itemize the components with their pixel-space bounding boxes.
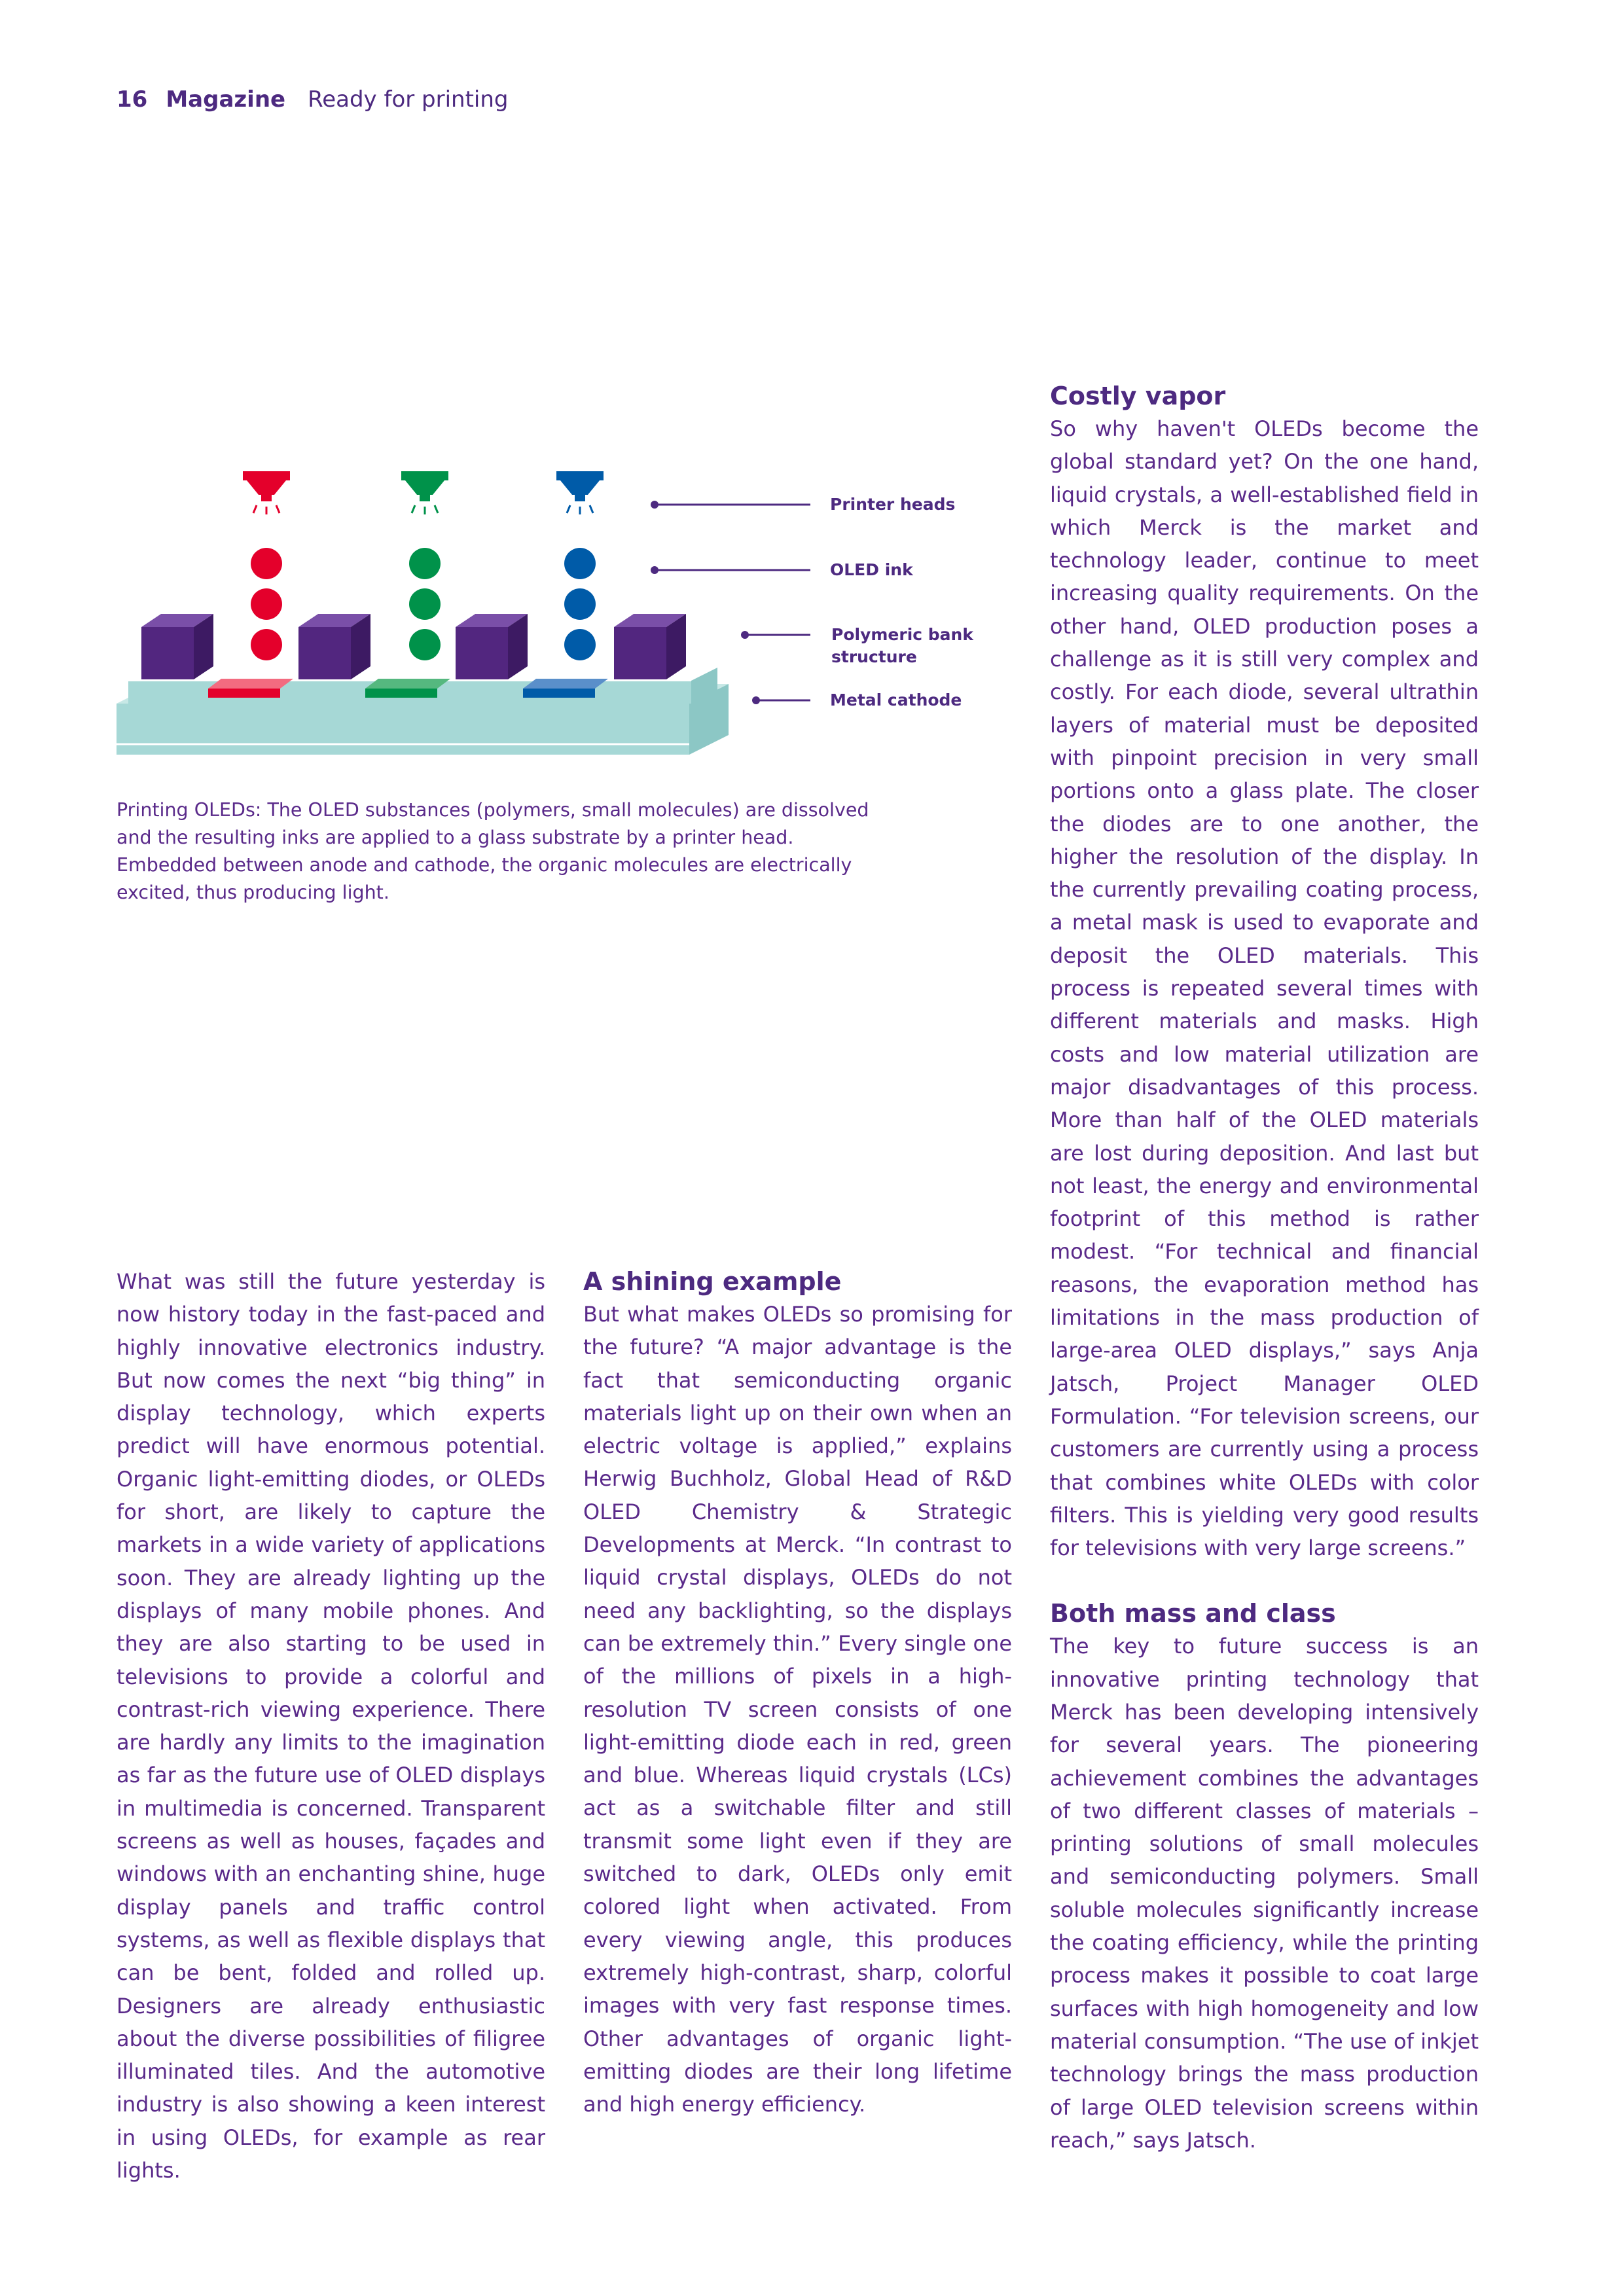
oled-printing-diagram (117, 458, 981, 772)
polymeric-bank (298, 614, 370, 679)
printer-head-blue (556, 471, 604, 660)
article-column-1 (117, 1265, 545, 2187)
printer-head-red (243, 471, 290, 660)
page-header (117, 86, 509, 113)
label-printer-heads: Printer heads (830, 495, 956, 514)
page-number: 16 (117, 86, 148, 113)
label-polymeric-bank: Polymeric bank (831, 625, 973, 644)
section-subtitle: Ready for printing (308, 86, 509, 113)
body-paragraph: What was still the future yesterday is now history today in the fast-paced and highly innovative electronics industry. But now comes the next “big thing” in display technology, which experts predict will have enormous potential. Organic light-emitting diodes, or OLEDs for short, are likely to capture the markets in a wide variety of applications soon. They are already lighting up the displays of many mobile phones. And they are also starting to be used in televisions to provide a colorful and contrast-rich viewing experience. There are hardly any limits to the imagination as far as the future use of OLED displays in multimedia is concerned. Transparent screens as well as houses, façades and windows with an enchanting shine, huge display panels and traffic control systems, as well as flexible displays that can be bent, folded and rolled up. Designers are already enthusiastic about the diverse possibilities of filigree illuminated tiles. And the automotive industry is also showing a keen interest in using OLEDs, for example as rear lights. (117, 1269, 545, 2183)
label-metal-cathode: Metal cathode (830, 691, 962, 709)
polymeric-bank (614, 614, 686, 679)
diagram-svg (117, 458, 981, 772)
section-heading: Costly vapor (1050, 382, 1226, 410)
paragraph-gap (1050, 1564, 1479, 1597)
figure-caption: Printing OLEDs: The OLED substances (polymers, small molecules) are dissolved and the resulting inks are applied to a glass substrate by a printer head. Embedded between anode and cathode, the organic molecules are electrically excited, thus producing light. (117, 799, 869, 903)
section-heading: Both mass and class (1050, 1599, 1336, 1628)
label-oled-ink: OLED ink (830, 560, 913, 579)
body-paragraph: But what makes OLEDs so promising for the future? “A major advantage is the fact that semiconducting organic materials light up on their own when an electric voltage is applied,” explains Herwig Buchholz, Global Head of R&D OLED Chemistry & Strategic Developments at Merck. “In contrast to liquid crystal displays, OLEDs do not need any backlighting, so the displays can be extremely thin.” Every single one of the millions of pixels in a high-resolution TV screen consists of one light-emitting diode each in red, green and blue. Whereas liquid crystals (LCs) act as a switchable filter and still transmit some light even if they are switched to dark, OLEDs only emit colored light when activated. From every viewing angle, this produces extremely high-contrast, sharp, colorful images with very fast response times. Other advantages of organic light-emitting diodes are their long lifetime and high energy efficiency. (583, 1302, 1012, 2117)
label-polymeric-bank-structure: structure (831, 647, 917, 666)
section-title: Magazine (166, 86, 286, 113)
printer-head-green (401, 471, 448, 660)
section-heading: A shining example (583, 1267, 842, 1296)
body-paragraph: So why haven't OLEDs become the global standard yet? On the one hand, liquid crystals, a well-established field in which Merck is the market and technology leader, continue to meet increasing quality requirements. On the other hand, OLED production poses a challenge as it is still very complex and costly. For each diode, several ultrathin layers of material must be deposited with pinpoint precision in very small portions onto a glass plate. The closer the diodes are to one another, the higher the resolution of the display. In the currently prevailing coating process, a metal mask is used to evaporate and deposit the OLED materials. This process is repeated several times with different materials and masks. High costs and low material utilization are major disadvantages of this process. More than half of the OLED materials are lost during deposition. And last but not least, the energy and environmental footprint of this method is rather modest. “For technical and financial reasons, the evaporation method has limitations in the mass production of large-area OLED displays,” says Anja Jatsch, Project Manager OLED Formulation. “For television screens, our customers are currently using a process that combines white OLEDs with color filters. This is yielding very good results for televisions with very large screens.” (1050, 416, 1479, 1561)
article-column-2 (583, 1265, 1012, 2121)
polymeric-bank (141, 614, 213, 679)
article-column-3 (1050, 380, 1479, 2157)
body-paragraph: The key to future success is an innovative printing technology that Merck has been developing intensively for several years. The pioneering achievement combines the advantages of two different classes of materials – printing solutions of small molecules and semiconducting polymers. Small soluble molecules significantly increase the coating efficiency, while the printing process makes it possible to coat large surfaces with high homogeneity and low material consumption. “The use of inkjet technology brings the mass production of large OLED television screens within reach,” says Jatsch. (1050, 1634, 1479, 2153)
polymeric-bank (456, 614, 528, 679)
